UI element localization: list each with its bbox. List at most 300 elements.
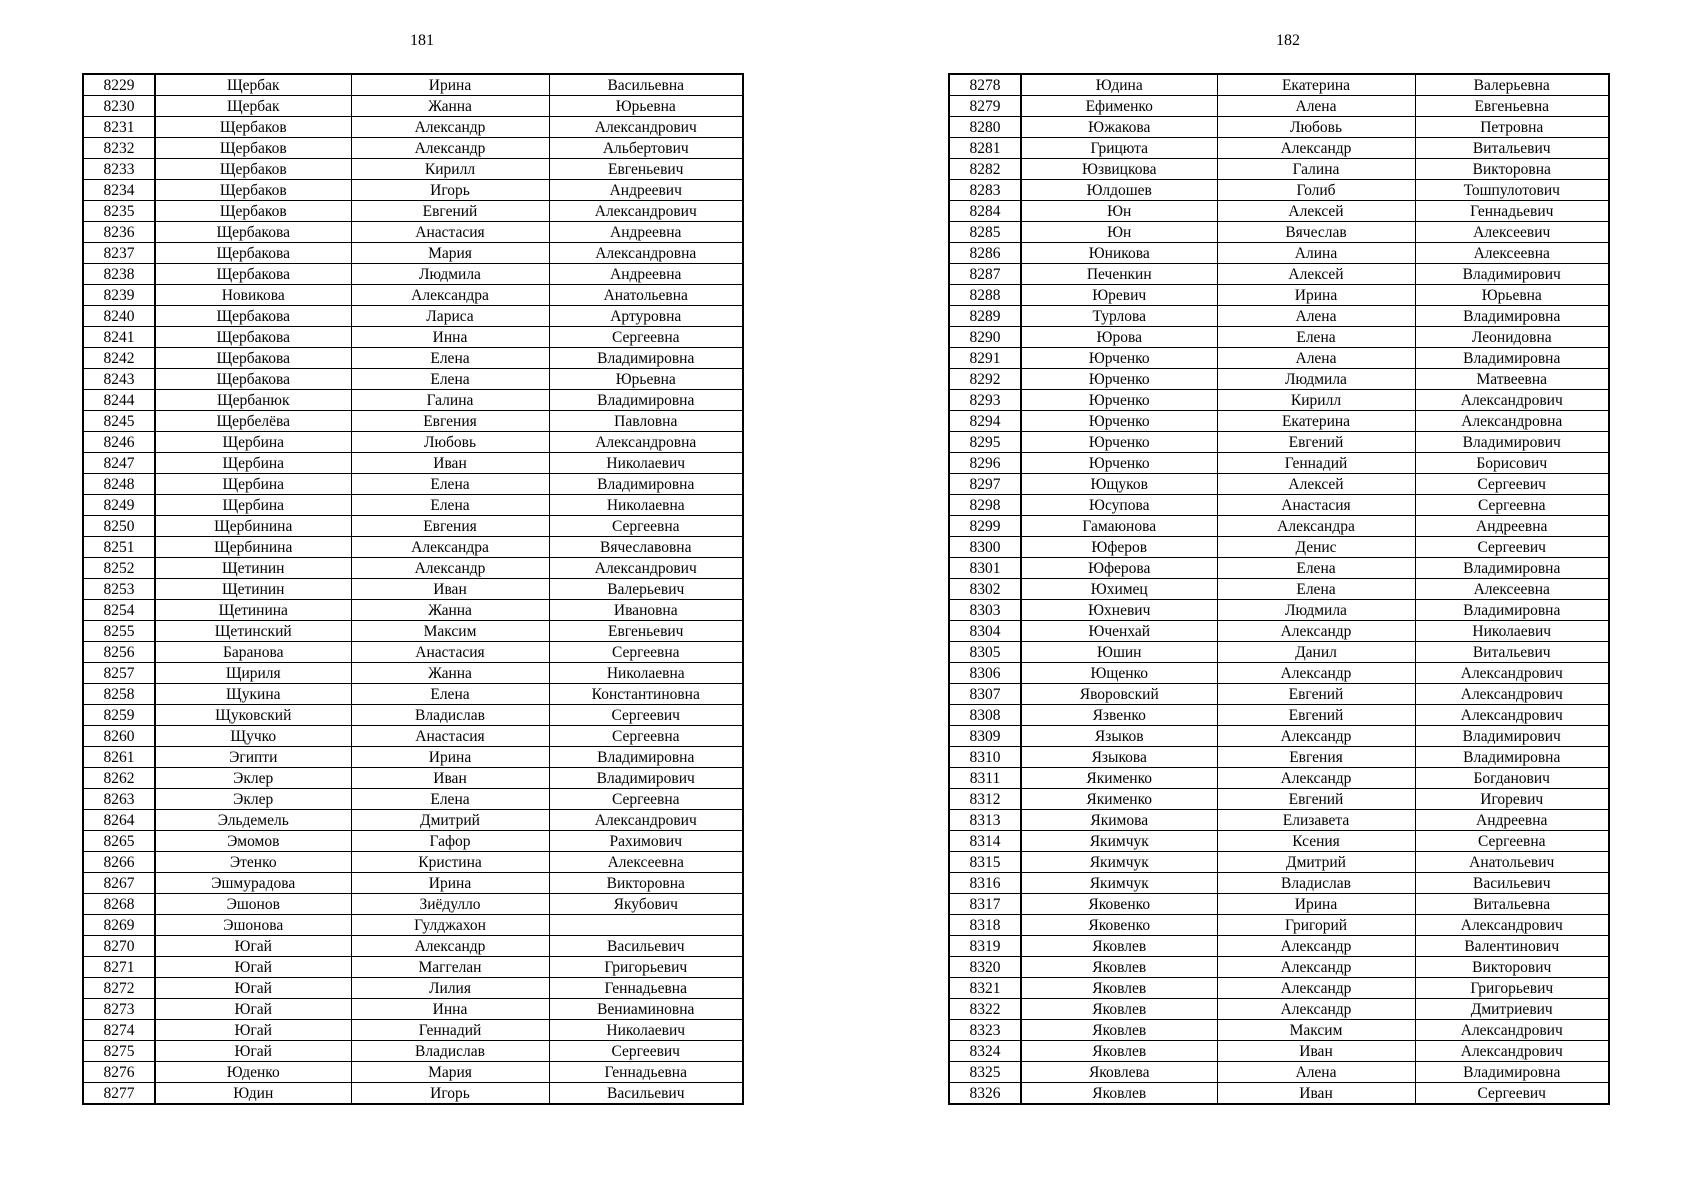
last-name-cell: Эшонова xyxy=(155,915,351,936)
record-number-cell: 8267 xyxy=(83,873,155,894)
patronymic-cell: Евгеньевич xyxy=(549,159,743,180)
table-row xyxy=(949,789,1609,810)
patronymic-cell: Анатольевич xyxy=(1415,852,1609,873)
last-name-cell: Щербаков xyxy=(155,138,351,159)
first-name-cell: Александр xyxy=(1217,957,1415,978)
first-name-cell: Ирина xyxy=(1217,285,1415,306)
record-number-cell: 8273 xyxy=(83,999,155,1020)
patronymic-cell: Сергеевич xyxy=(1415,474,1609,495)
patronymic-cell: Владимирович xyxy=(1415,264,1609,285)
table-row xyxy=(83,159,743,180)
table-row xyxy=(83,789,743,810)
last-name-cell: Якимчук xyxy=(1021,873,1217,894)
record-number-cell: 8272 xyxy=(83,978,155,999)
patronymic-cell: Вячеславовна xyxy=(549,537,743,558)
table-row xyxy=(949,873,1609,894)
first-name-cell: Александр xyxy=(1217,138,1415,159)
last-name-cell: Щербаков xyxy=(155,117,351,138)
record-number-cell: 8306 xyxy=(949,663,1021,684)
patronymic-cell: Алексеевна xyxy=(549,852,743,873)
record-number-cell: 8285 xyxy=(949,222,1021,243)
last-name-cell: Яковенко xyxy=(1021,915,1217,936)
table-row xyxy=(83,96,743,117)
record-number-cell: 8229 xyxy=(83,74,155,96)
first-name-cell: Елена xyxy=(351,789,549,810)
patronymic-cell: Владимировна xyxy=(1415,348,1609,369)
first-name-cell: Евгений xyxy=(351,201,549,222)
patronymic-cell: Сергеевна xyxy=(549,726,743,747)
first-name-cell: Алена xyxy=(1217,306,1415,327)
patronymic-cell: Андреевна xyxy=(549,222,743,243)
record-number-cell: 8233 xyxy=(83,159,155,180)
last-name-cell: Юдин xyxy=(155,1083,351,1105)
last-name-cell: Юферов xyxy=(1021,537,1217,558)
record-number-cell: 8260 xyxy=(83,726,155,747)
last-name-cell: Щербина xyxy=(155,432,351,453)
table-row xyxy=(949,390,1609,411)
record-number-cell: 8268 xyxy=(83,894,155,915)
patronymic-cell: Владимировна xyxy=(1415,747,1609,768)
last-name-cell: Щетинина xyxy=(155,600,351,621)
patronymic-cell: Юрьевна xyxy=(1415,285,1609,306)
record-number-cell: 8248 xyxy=(83,474,155,495)
record-number-cell: 8240 xyxy=(83,306,155,327)
record-number-cell: 8234 xyxy=(83,180,155,201)
record-number-cell: 8265 xyxy=(83,831,155,852)
record-number-cell: 8321 xyxy=(949,978,1021,999)
table-row xyxy=(83,642,743,663)
last-name-cell: Якимова xyxy=(1021,810,1217,831)
patronymic-cell: Викторовна xyxy=(1415,159,1609,180)
table-row xyxy=(949,936,1609,957)
table-row xyxy=(83,285,743,306)
last-name-cell: Юн xyxy=(1021,201,1217,222)
page-number: 181 xyxy=(410,32,434,49)
table-row xyxy=(949,1062,1609,1083)
record-number-cell: 8309 xyxy=(949,726,1021,747)
table-row xyxy=(83,684,743,705)
patronymic-cell: Евгеньевна xyxy=(1415,96,1609,117)
patronymic-cell: Андреевна xyxy=(1415,810,1609,831)
table-row xyxy=(949,684,1609,705)
first-name-cell: Елена xyxy=(351,474,549,495)
first-name-cell: Инна xyxy=(351,327,549,348)
table-row xyxy=(83,117,743,138)
record-number-cell: 8232 xyxy=(83,138,155,159)
record-number-cell: 8307 xyxy=(949,684,1021,705)
patronymic-cell: Ивановна xyxy=(549,600,743,621)
table-row xyxy=(83,327,743,348)
patronymic-cell: Матвеевна xyxy=(1415,369,1609,390)
table-row xyxy=(949,852,1609,873)
last-name-cell: Турлова xyxy=(1021,306,1217,327)
first-name-cell: Данил xyxy=(1217,642,1415,663)
last-name-cell: Щербакова xyxy=(155,243,351,264)
table-row xyxy=(949,516,1609,537)
patronymic-cell: Александрович xyxy=(549,201,743,222)
last-name-cell: Югай xyxy=(155,1020,351,1041)
table-row xyxy=(83,831,743,852)
first-name-cell: Алина xyxy=(1217,243,1415,264)
patronymic-cell: Рахимович xyxy=(549,831,743,852)
record-number-cell: 8279 xyxy=(949,96,1021,117)
patronymic-cell: Викторовна xyxy=(549,873,743,894)
last-name-cell: Грицюта xyxy=(1021,138,1217,159)
first-name-cell: Жанна xyxy=(351,96,549,117)
table-row xyxy=(83,74,743,96)
last-name-cell: Щербина xyxy=(155,474,351,495)
first-name-cell: Александра xyxy=(1217,516,1415,537)
record-number-cell: 8275 xyxy=(83,1041,155,1062)
first-name-cell: Маггелан xyxy=(351,957,549,978)
table-row xyxy=(83,726,743,747)
patronymic-cell: Владимировна xyxy=(549,390,743,411)
last-name-cell: Якименко xyxy=(1021,789,1217,810)
table-row xyxy=(949,264,1609,285)
table-row xyxy=(949,663,1609,684)
record-number-cell: 8256 xyxy=(83,642,155,663)
patronymic-cell: Александрович xyxy=(1415,705,1609,726)
last-name-cell: Юревич xyxy=(1021,285,1217,306)
record-number-cell: 8304 xyxy=(949,621,1021,642)
patronymic-cell: Сергеевна xyxy=(1415,831,1609,852)
patronymic-cell: Григорьевич xyxy=(1415,978,1609,999)
last-name-cell: Яковлев xyxy=(1021,957,1217,978)
table-row xyxy=(949,1020,1609,1041)
table-row xyxy=(83,243,743,264)
table-row xyxy=(83,222,743,243)
last-name-cell: Юрченко xyxy=(1021,390,1217,411)
patronymic-cell: Александрович xyxy=(549,117,743,138)
first-name-cell: Ирина xyxy=(351,74,549,96)
first-name-cell: Игорь xyxy=(351,1083,549,1105)
patronymic-cell: Геннадьевна xyxy=(549,1062,743,1083)
first-name-cell: Александр xyxy=(1217,621,1415,642)
record-number-cell: 8310 xyxy=(949,747,1021,768)
table-row xyxy=(949,495,1609,516)
record-number-cell: 8315 xyxy=(949,852,1021,873)
first-name-cell: Евгений xyxy=(1217,684,1415,705)
last-name-cell: Щукина xyxy=(155,684,351,705)
last-name-cell: Юхневич xyxy=(1021,600,1217,621)
table-row xyxy=(949,558,1609,579)
record-number-cell: 8237 xyxy=(83,243,155,264)
last-name-cell: Щетинин xyxy=(155,558,351,579)
first-name-cell: Галина xyxy=(351,390,549,411)
last-name-cell: Эмомов xyxy=(155,831,351,852)
record-number-cell: 8292 xyxy=(949,369,1021,390)
last-name-cell: Юрова xyxy=(1021,327,1217,348)
last-name-cell: Эльдемель xyxy=(155,810,351,831)
record-number-cell: 8291 xyxy=(949,348,1021,369)
patronymic-cell: Васильевич xyxy=(549,1083,743,1105)
table-row xyxy=(83,894,743,915)
table-row xyxy=(949,621,1609,642)
record-number-cell: 8320 xyxy=(949,957,1021,978)
first-name-cell: Алексей xyxy=(1217,201,1415,222)
last-name-cell: Юрченко xyxy=(1021,369,1217,390)
table-row xyxy=(83,579,743,600)
patronymic-cell: Сергеевич xyxy=(1415,1083,1609,1105)
patronymic-cell: Николаевна xyxy=(549,495,743,516)
patronymic-cell: Александровна xyxy=(549,243,743,264)
first-name-cell: Александр xyxy=(1217,663,1415,684)
table-row xyxy=(83,138,743,159)
table-row xyxy=(949,1083,1609,1105)
record-number-cell: 8262 xyxy=(83,768,155,789)
last-name-cell: Эгипти xyxy=(155,747,351,768)
patronymic-cell: Алексеевна xyxy=(1415,579,1609,600)
patronymic-cell: Андреевич xyxy=(549,180,743,201)
name-list-table xyxy=(82,73,744,1105)
table-row xyxy=(949,768,1609,789)
table-row xyxy=(83,936,743,957)
table-row xyxy=(83,453,743,474)
last-name-cell: Язвенко xyxy=(1021,705,1217,726)
patronymic-cell: Альбертович xyxy=(549,138,743,159)
record-number-cell: 8323 xyxy=(949,1020,1021,1041)
patronymic-cell: Владимировна xyxy=(1415,1062,1609,1083)
record-number-cell: 8264 xyxy=(83,810,155,831)
last-name-cell: Щербакова xyxy=(155,264,351,285)
last-name-cell: Эшонов xyxy=(155,894,351,915)
record-number-cell: 8301 xyxy=(949,558,1021,579)
patronymic-cell: Вениаминовна xyxy=(549,999,743,1020)
first-name-cell: Инна xyxy=(351,999,549,1020)
first-name-cell: Геннадий xyxy=(351,1020,549,1041)
first-name-cell: Александр xyxy=(351,558,549,579)
patronymic-cell: Владимирович xyxy=(549,768,743,789)
last-name-cell: Юн xyxy=(1021,222,1217,243)
first-name-cell: Людмила xyxy=(1217,600,1415,621)
last-name-cell: Юзвицкова xyxy=(1021,159,1217,180)
patronymic-cell: Леонидовна xyxy=(1415,327,1609,348)
last-name-cell: Югай xyxy=(155,936,351,957)
last-name-cell: Щербинина xyxy=(155,537,351,558)
table-row xyxy=(949,222,1609,243)
first-name-cell: Анастасия xyxy=(351,642,549,663)
first-name-cell: Александра xyxy=(351,537,549,558)
last-name-cell: Щербак xyxy=(155,96,351,117)
record-number-cell: 8318 xyxy=(949,915,1021,936)
patronymic-cell: Юрьевна xyxy=(549,369,743,390)
patronymic-cell: Сергеевич xyxy=(549,1041,743,1062)
patronymic-cell: Сергеевна xyxy=(549,327,743,348)
first-name-cell: Елена xyxy=(351,684,549,705)
first-name-cell: Иван xyxy=(351,768,549,789)
table-row xyxy=(949,432,1609,453)
patronymic-cell: Витальевич xyxy=(1415,642,1609,663)
record-number-cell: 8287 xyxy=(949,264,1021,285)
patronymic-cell: Владимировна xyxy=(1415,600,1609,621)
patronymic-cell: Валерьевна xyxy=(1415,74,1609,96)
table-row xyxy=(83,390,743,411)
patronymic-cell: Владимирович xyxy=(1415,432,1609,453)
table-body xyxy=(83,74,743,1104)
last-name-cell: Юрченко xyxy=(1021,453,1217,474)
table-row xyxy=(949,453,1609,474)
first-name-cell: Алена xyxy=(1217,96,1415,117)
name-list-table xyxy=(948,73,1610,1105)
last-name-cell: Новикова xyxy=(155,285,351,306)
last-name-cell: Эклер xyxy=(155,768,351,789)
patronymic-cell: Павловна xyxy=(549,411,743,432)
record-number-cell: 8322 xyxy=(949,999,1021,1020)
last-name-cell: Языкова xyxy=(1021,747,1217,768)
first-name-cell: Владислав xyxy=(351,1041,549,1062)
record-number-cell: 8296 xyxy=(949,453,1021,474)
first-name-cell: Любовь xyxy=(351,432,549,453)
last-name-cell: Югай xyxy=(155,999,351,1020)
record-number-cell: 8235 xyxy=(83,201,155,222)
record-number-cell: 8277 xyxy=(83,1083,155,1105)
first-name-cell: Евгений xyxy=(1217,432,1415,453)
first-name-cell: Елена xyxy=(351,348,549,369)
record-number-cell: 8252 xyxy=(83,558,155,579)
last-name-cell: Югай xyxy=(155,978,351,999)
last-name-cell: Яковлев xyxy=(1021,1083,1217,1105)
table-row xyxy=(949,579,1609,600)
table-row xyxy=(949,180,1609,201)
first-name-cell: Екатерина xyxy=(1217,74,1415,96)
first-name-cell: Евгения xyxy=(1217,747,1415,768)
first-name-cell: Ирина xyxy=(1217,894,1415,915)
last-name-cell: Щербина xyxy=(155,495,351,516)
table-row xyxy=(83,306,743,327)
patronymic-cell: Геннадьевна xyxy=(549,978,743,999)
patronymic-cell: Сергеевич xyxy=(1415,537,1609,558)
patronymic-cell: Евгеньевич xyxy=(549,621,743,642)
record-number-cell: 8250 xyxy=(83,516,155,537)
table-row xyxy=(949,642,1609,663)
patronymic-cell: Сергеевич xyxy=(549,705,743,726)
record-number-cell: 8255 xyxy=(83,621,155,642)
record-number-cell: 8245 xyxy=(83,411,155,432)
table-row xyxy=(949,348,1609,369)
record-number-cell: 8313 xyxy=(949,810,1021,831)
patronymic-cell: Васильевич xyxy=(1415,873,1609,894)
first-name-cell: Александр xyxy=(1217,936,1415,957)
record-number-cell: 8308 xyxy=(949,705,1021,726)
patronymic-cell: Анатольевна xyxy=(549,285,743,306)
last-name-cell: Юченхай xyxy=(1021,621,1217,642)
patronymic-cell: Сергеевна xyxy=(549,642,743,663)
patronymic-cell: Владимировна xyxy=(1415,558,1609,579)
patronymic-cell: Тошпулотович xyxy=(1415,180,1609,201)
patronymic-cell: Викторович xyxy=(1415,957,1609,978)
record-number-cell: 8312 xyxy=(949,789,1021,810)
first-name-cell: Александр xyxy=(351,936,549,957)
table-row xyxy=(949,159,1609,180)
first-name-cell: Елизавета xyxy=(1217,810,1415,831)
last-name-cell: Щербакова xyxy=(155,222,351,243)
last-name-cell: Юшин xyxy=(1021,642,1217,663)
record-number-cell: 8311 xyxy=(949,768,1021,789)
first-name-cell: Елена xyxy=(1217,558,1415,579)
first-name-cell: Александр xyxy=(1217,768,1415,789)
patronymic-cell: Владимировна xyxy=(549,474,743,495)
table-row xyxy=(83,264,743,285)
last-name-cell: Якименко xyxy=(1021,768,1217,789)
patronymic-cell: Борисович xyxy=(1415,453,1609,474)
first-name-cell: Алексей xyxy=(1217,474,1415,495)
patronymic-cell: Николаевна xyxy=(549,663,743,684)
record-number-cell: 8243 xyxy=(83,369,155,390)
last-name-cell: Ющуков xyxy=(1021,474,1217,495)
last-name-cell: Щербакова xyxy=(155,348,351,369)
record-number-cell: 8239 xyxy=(83,285,155,306)
first-name-cell: Галина xyxy=(1217,159,1415,180)
table-row xyxy=(949,726,1609,747)
table-row xyxy=(949,369,1609,390)
record-number-cell: 8246 xyxy=(83,432,155,453)
table-row xyxy=(949,117,1609,138)
first-name-cell: Александр xyxy=(1217,999,1415,1020)
record-number-cell: 8303 xyxy=(949,600,1021,621)
record-number-cell: 8305 xyxy=(949,642,1021,663)
first-name-cell: Елена xyxy=(1217,327,1415,348)
record-number-cell: 8253 xyxy=(83,579,155,600)
table-row xyxy=(83,768,743,789)
table-row xyxy=(83,537,743,558)
table-row xyxy=(83,411,743,432)
record-number-cell: 8242 xyxy=(83,348,155,369)
last-name-cell: Щетинский xyxy=(155,621,351,642)
first-name-cell: Иван xyxy=(1217,1041,1415,1062)
record-number-cell: 8263 xyxy=(83,789,155,810)
table-row xyxy=(949,999,1609,1020)
patronymic-cell: Алексеевна xyxy=(1415,243,1609,264)
first-name-cell: Игорь xyxy=(351,180,549,201)
last-name-cell: Эшмурадова xyxy=(155,873,351,894)
table-row xyxy=(949,810,1609,831)
patronymic-cell: Александрович xyxy=(1415,1041,1609,1062)
first-name-cell: Александр xyxy=(351,117,549,138)
table-row xyxy=(83,432,743,453)
patronymic-cell: Николаевич xyxy=(549,1020,743,1041)
first-name-cell: Владислав xyxy=(351,705,549,726)
patronymic-cell: Артуровна xyxy=(549,306,743,327)
last-name-cell: Якимчук xyxy=(1021,852,1217,873)
patronymic-cell: Владимировна xyxy=(549,747,743,768)
table-row xyxy=(949,747,1609,768)
first-name-cell: Иван xyxy=(351,579,549,600)
last-name-cell: Яковенко xyxy=(1021,894,1217,915)
record-number-cell: 8258 xyxy=(83,684,155,705)
record-number-cell: 8241 xyxy=(83,327,155,348)
first-name-cell: Елена xyxy=(1217,579,1415,600)
first-name-cell: Иван xyxy=(351,453,549,474)
table-row xyxy=(83,1020,743,1041)
last-name-cell: Щербанюк xyxy=(155,390,351,411)
patronymic-cell: Андреевна xyxy=(1415,516,1609,537)
table-row xyxy=(83,621,743,642)
first-name-cell: Алена xyxy=(1217,348,1415,369)
patronymic-cell: Богданович xyxy=(1415,768,1609,789)
table-row xyxy=(949,74,1609,96)
first-name-cell: Евгения xyxy=(351,516,549,537)
first-name-cell: Дмитрий xyxy=(1217,852,1415,873)
last-name-cell: Юсупова xyxy=(1021,495,1217,516)
last-name-cell: Яковлев xyxy=(1021,999,1217,1020)
record-number-cell: 8261 xyxy=(83,747,155,768)
last-name-cell: Яковлев xyxy=(1021,936,1217,957)
record-number-cell: 8286 xyxy=(949,243,1021,264)
table-row xyxy=(949,600,1609,621)
patronymic-cell: Сергеевна xyxy=(549,516,743,537)
patronymic-cell: Васильевич xyxy=(549,936,743,957)
last-name-cell: Щербакова xyxy=(155,369,351,390)
